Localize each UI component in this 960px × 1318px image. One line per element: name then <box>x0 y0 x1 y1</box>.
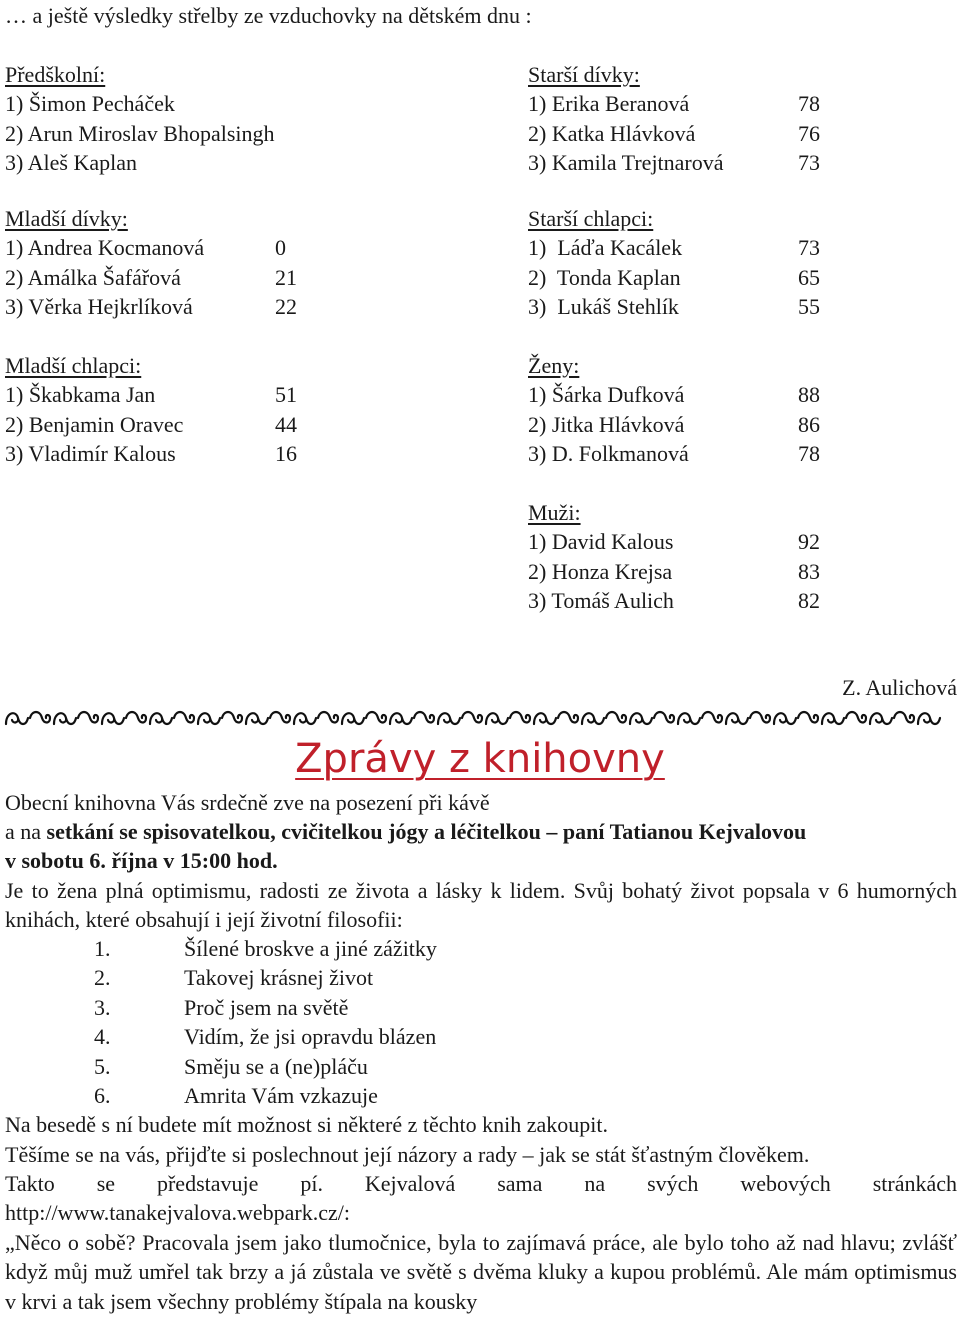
result-name: 2) Amálka Šafářová <box>5 264 181 290</box>
result-row <box>528 557 828 586</box>
book-number: 6. <box>94 1082 111 1108</box>
book-item <box>5 1052 957 1081</box>
result-score: 88 <box>798 382 820 408</box>
book-number: 5. <box>94 1053 111 1079</box>
group-preschool <box>5 60 335 178</box>
result-name: 1) Erika Beranová <box>528 91 690 117</box>
result-score: 55 <box>798 294 820 320</box>
group-heading: Mladší dívky: <box>5 206 128 231</box>
group-younger-girls <box>5 204 335 322</box>
result-row <box>528 527 828 556</box>
website-link[interactable]: http://www.tanakejvalova.webpark.cz/: <box>5 1200 350 1225</box>
news-paragraph-quote: „Něco o sobě? Pracovala jsem jako tlumočnice, byla to zajímavá práce, ale bylo toho až nad hlavu; zvlášť když můj muž umřel tak brzy a já zůstala ve světě s dvěma kluky a kupou problémů. Ale mám optimismus v krvi a tak jsem všechny problémy štípala na kousky <box>5 1230 957 1314</box>
book-number: 3. <box>94 994 111 1020</box>
result-score: 82 <box>798 588 820 614</box>
group-younger-boys <box>5 351 335 469</box>
ornament-swirl <box>918 713 940 724</box>
result-name: 3) Aleš Kaplan <box>5 150 137 176</box>
scroll-ornament-icon <box>4 704 956 732</box>
ornament-swirl <box>774 713 796 724</box>
result-name: 3) Lukáš Stehlík <box>528 294 679 320</box>
book-title: Proč jsem na světě <box>184 994 349 1020</box>
result-name: 2) Tonda Kaplan <box>528 264 681 290</box>
result-score: 76 <box>798 120 820 146</box>
group-older-boys <box>528 204 828 322</box>
result-score: 51 <box>275 382 297 408</box>
result-score: 65 <box>798 264 820 290</box>
ornament-swirl <box>510 712 530 723</box>
result-row <box>528 119 828 148</box>
ornament-swirl <box>750 712 770 723</box>
result-name: 1) Šárka Dufková <box>528 382 685 408</box>
ornament-swirl <box>366 712 386 723</box>
meeting-guest: setkání se spisovatelkou, cvičitelkou jógy a léčitelkou – paní Tatianou Kejvalovou <box>46 819 807 844</box>
ornament-swirl <box>726 713 748 724</box>
ornament-swirl <box>846 712 866 723</box>
news-paragraph-welcome: Těšíme se na vás, přijďte si poslechnout její názory a rady – jak se stát šťastným člověkem. <box>5 1142 810 1167</box>
result-row <box>528 148 828 177</box>
result-score: 22 <box>275 294 297 320</box>
book-number: 2. <box>94 965 111 991</box>
news-title-text: Zprávy z knihovny <box>295 736 665 782</box>
result-row <box>528 439 828 468</box>
book-title: Vidím, že jsi opravdu blázen <box>184 1024 437 1050</box>
book-number: 4. <box>94 1024 111 1050</box>
news-paragraph-about: Je to žena plná optimismu, radosti ze života a lásky k lidem. Svůj bohatý život popsala v 6 humorných knihách, které obsahují i její životní filosofii: <box>5 878 957 933</box>
result-score: 86 <box>798 411 820 437</box>
ornament-swirl <box>438 713 460 724</box>
ornament-swirl <box>678 713 700 724</box>
group-heading: Předškolní: <box>5 62 106 87</box>
book-number: 1. <box>94 936 111 961</box>
ornament-swirl <box>486 713 508 724</box>
result-score: 44 <box>275 411 297 437</box>
ornament-swirl <box>414 712 434 723</box>
result-score: 73 <box>798 235 820 261</box>
group-heading: Ženy: <box>528 353 580 378</box>
result-row <box>5 119 335 148</box>
group-heading: Mladší chlapci: <box>5 353 142 378</box>
result-name: 1) Láďa Kacálek <box>528 235 683 261</box>
book-title: Směju se a (ne)pláču <box>184 1053 368 1079</box>
result-row <box>5 263 335 292</box>
group-heading: Starší chlapci: <box>528 206 654 231</box>
result-name: 1) Andrea Kocmanová <box>5 235 205 261</box>
ornament-swirl <box>630 713 652 724</box>
result-name: 2) Benjamin Oravec <box>5 411 184 437</box>
result-name: 3) Věrka Hejkrlíková <box>5 294 193 320</box>
ornament-swirl <box>534 713 556 724</box>
ornament-swirl <box>462 712 482 723</box>
group-women <box>528 351 828 469</box>
result-row <box>528 233 828 262</box>
result-name: 2) Katka Hlávková <box>528 120 696 146</box>
result-name: 1) David Kalous <box>528 529 674 555</box>
ornament-swirl <box>174 712 194 723</box>
book-item <box>5 993 957 1022</box>
book-title: Amrita Vám vzkazuje <box>184 1082 378 1108</box>
result-name: 3) Tomáš Aulich <box>528 588 674 614</box>
result-name: 2) Arun Miroslav Bhopalsingh <box>5 120 275 146</box>
ornament-swirl <box>822 713 844 724</box>
ornament-swirl <box>654 712 674 723</box>
ornament-swirl <box>270 712 290 723</box>
result-score: 83 <box>798 558 820 584</box>
result-name: 2) Jitka Hlávková <box>528 411 685 437</box>
ornament-swirl <box>246 713 268 724</box>
result-score: 0 <box>275 235 286 261</box>
news-paragraph-intro-line: Takto se představuje pí. Kejvalová sama na svých webových stránkách <box>5 1171 957 1196</box>
ornament-swirl <box>30 712 50 723</box>
book-title: Takovej krásnej život <box>184 965 374 991</box>
result-name: 3) Kamila Trejtnarová <box>528 150 724 176</box>
result-row <box>528 410 828 439</box>
ornament-swirl <box>318 712 338 723</box>
ornament-swirl <box>222 712 242 723</box>
result-row <box>528 263 828 292</box>
result-row <box>5 410 335 439</box>
news-paragraph-invite: Obecní knihovna Vás srdečně zve na posezení při kávě <box>5 790 490 815</box>
result-name: 3) Vladimír Kalous <box>5 441 176 467</box>
ornament-swirl <box>6 713 28 724</box>
ornament-swirl <box>870 713 892 724</box>
news-paragraph-purchase: Na besedě s ní budete mít možnost si některé z těchto knih zakoupit. <box>5 1112 609 1137</box>
result-score: 21 <box>275 264 297 290</box>
result-row <box>5 292 335 321</box>
ornament-swirl <box>150 713 172 724</box>
result-row <box>5 380 335 409</box>
result-score: 73 <box>798 150 820 176</box>
ornament-swirl <box>582 713 604 724</box>
book-item <box>5 934 957 963</box>
book-item <box>5 1081 957 1110</box>
group-heading: Muži: <box>528 500 581 525</box>
ornament-swirl <box>390 713 412 724</box>
ornament-border-svg <box>4 704 956 732</box>
ornament-swirl <box>54 713 76 724</box>
result-name: 1) Škabkama Jan <box>5 382 156 408</box>
result-name: 1) Šimon Pecháček <box>5 91 175 117</box>
ornament-swirl <box>702 712 722 723</box>
result-name: 3) D. Folkmanová <box>528 441 689 467</box>
ornament-swirl <box>894 712 914 723</box>
news-date-time: v sobotu 6. října v 15:00 hod. <box>5 848 278 873</box>
result-row <box>5 148 335 177</box>
ornament-swirl <box>558 712 578 723</box>
group-older-girls <box>528 60 828 178</box>
result-row <box>5 89 335 118</box>
author-signature: Z. Aulichová <box>842 675 957 700</box>
result-row <box>528 586 828 615</box>
book-item <box>5 963 957 992</box>
meeting-prefix: a na <box>5 819 47 844</box>
result-score: 78 <box>798 441 820 467</box>
ornament-swirl <box>102 713 124 724</box>
ornament-swirl <box>294 713 316 724</box>
result-row <box>5 233 335 262</box>
ornament-swirl <box>606 712 626 723</box>
result-row <box>528 292 828 321</box>
result-score: 16 <box>275 441 297 467</box>
result-row <box>528 89 828 118</box>
result-row <box>5 439 335 468</box>
news-title <box>0 733 960 785</box>
ornament-swirl <box>126 712 146 723</box>
ornament-swirl <box>798 712 818 723</box>
group-men <box>528 498 828 616</box>
result-score: 78 <box>798 91 820 117</box>
intro-line: … a ještě výsledky střelby ze vzduchovky na dětském dnu : <box>5 3 532 28</box>
ornament-swirl <box>78 712 98 723</box>
news-paragraph-meeting <box>5 817 957 846</box>
book-title: Šílené broskve a jiné zážitky <box>184 936 437 961</box>
ornament-swirl <box>198 713 220 724</box>
result-score: 92 <box>798 529 820 555</box>
book-item <box>5 1022 957 1051</box>
result-row <box>528 380 828 409</box>
result-name: 2) Honza Krejsa <box>528 558 673 584</box>
ornament-swirl <box>342 713 364 724</box>
book-list <box>5 934 957 1110</box>
group-heading: Starší dívky: <box>528 62 640 87</box>
